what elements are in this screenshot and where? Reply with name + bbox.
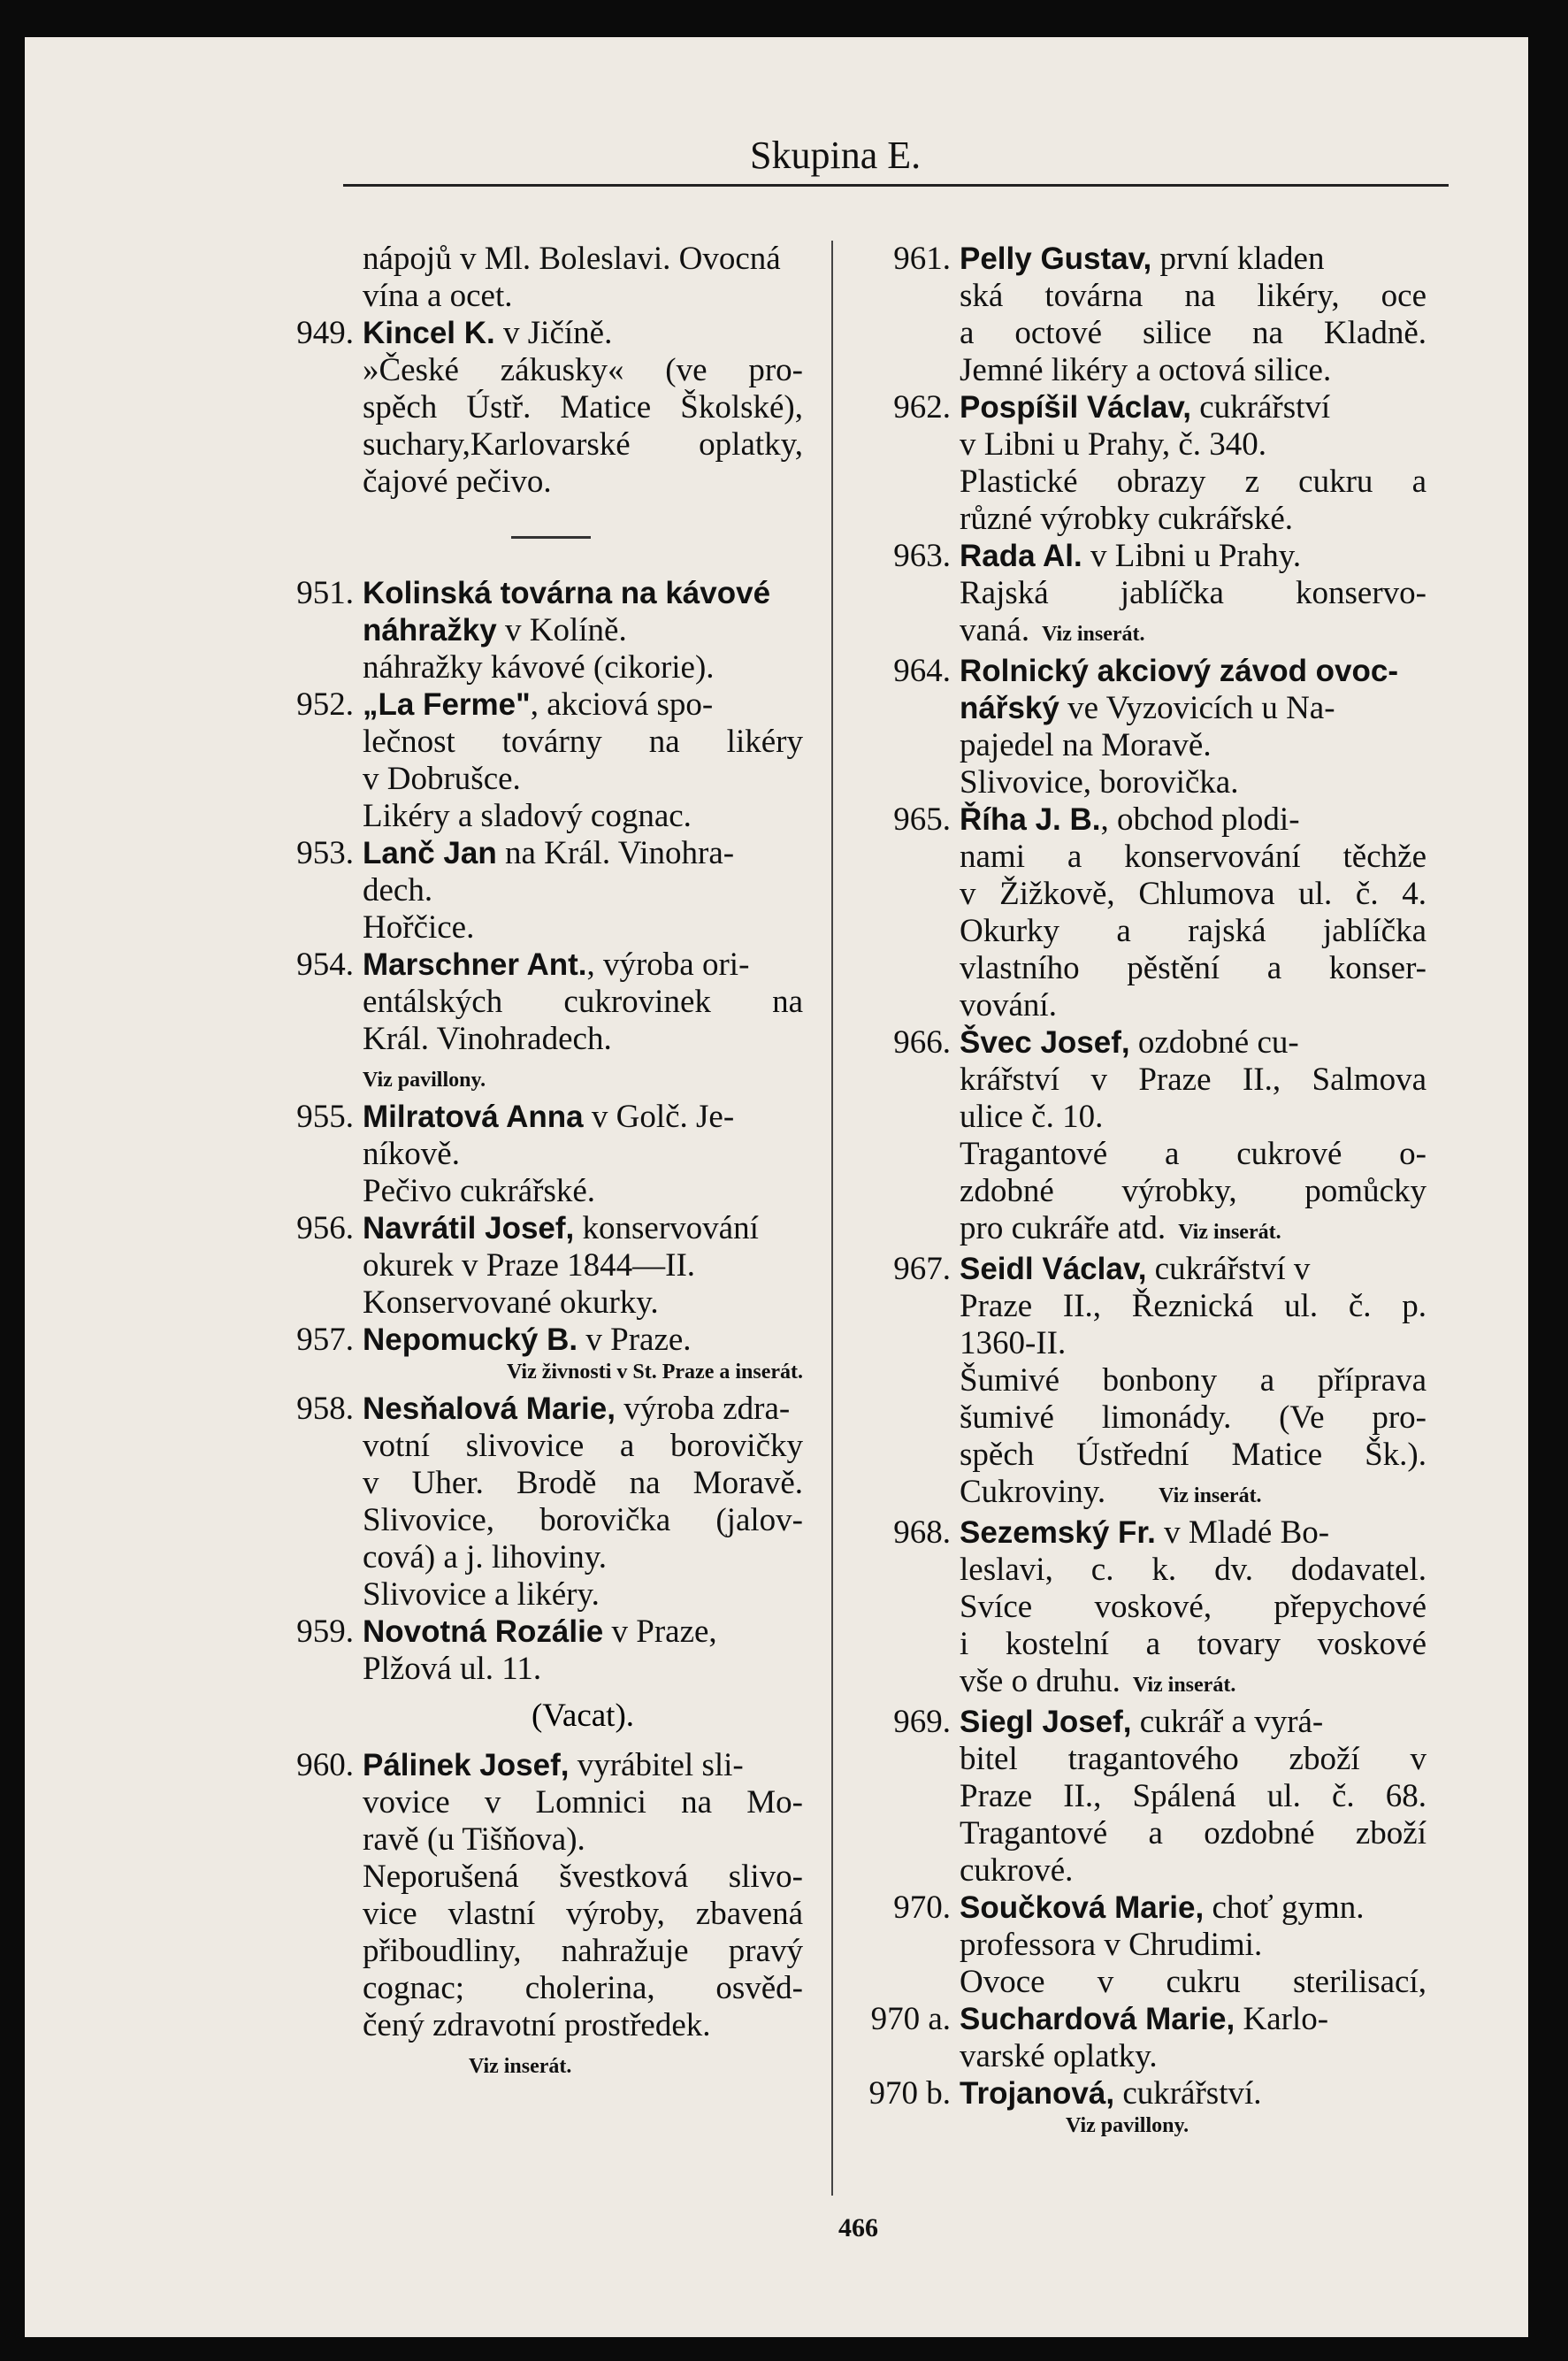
entry-964: 964. Rolnický akciový závod ovoc-nářský ve Vyzovicích u Na- pajedel na Moravě. Slivovice, borovička.: [893, 653, 1399, 801]
entry-957: 957. Nepomucký B. v Praze. Viz živnosti v St. Praze a inserát.: [264, 1322, 803, 1391]
entry-953: 953. Lanč Jan na Král. Vinohra- dech. Hořčice.: [296, 835, 735, 946]
continuation-text: nápojů v Ml. Boleslavi. Ovocná vína a ocet.: [363, 241, 781, 314]
entry-name: Suchardová Marie,: [960, 2002, 1235, 2036]
entry-969: 969. Siegl Josef, cukrář a vyrá- bitel tragantového zboží v Praze II., Spálená ul. č. 68. Tragantové a ozdobné zboží cukrové.: [893, 1704, 1426, 1889]
vacat-note: (Vacat).: [531, 1698, 635, 1734]
entry-name: Seidl Václav,: [960, 1252, 1147, 1286]
entry-959: 959. Novotná Rozálie v Praze, Plžová ul. 11.: [296, 1614, 717, 1687]
page-number: 466: [838, 2213, 878, 2242]
entry-962: 962. Pospíšil Václav, cukrářství v Libni u Prahy, č. 340. Plastické obrazy z cukru a různé výrobky cukrářské.: [893, 389, 1426, 537]
entry-963: 963. Rada Al. v Libni u Prahy. Rajská jablíčka konservo- vaná. Viz inserát.: [893, 538, 1426, 648]
reference-note: Viz inserát.: [1132, 1674, 1236, 1697]
entry-955: 955. Milratová Anna v Golč. Je- níkově. Pečivo cukrářské.: [296, 1099, 735, 1209]
entry-960: 960. Pálinek Josef, vyrábitel sli- vovice v Lomnici na Mo- ravě (u Tišňova). Neporušená švestková slivo- vice vlastní výroby, zbavená přiboudliny, nahražuje pravý cognac; cholerina, osvěd- čený zdravotní prostředek. Viz inserát.: [296, 1747, 803, 2078]
entry-970a: 970 a. Suchardová Marie, Karlo- varské oplatky.: [870, 2001, 1329, 2074]
entry-965: 965. Říha J. B., obchod plodi- nami a konservování těchže v Žižkově, Chlumova ul. č. 4. Okurky a rajská jablíčka vlastního pěstění a konser- vování.: [893, 801, 1426, 1023]
reference-note: Viz pavillony.: [1066, 2114, 1189, 2137]
entry-name: Rolnický akciový závod ovoc-nářský: [960, 654, 1399, 725]
header-title: Skupina E.: [750, 134, 922, 177]
entry-name: Pálinek Josef,: [363, 1748, 570, 1782]
entry-name: Lanč Jan: [363, 836, 497, 870]
entry-name: Navrátil Josef,: [363, 1211, 575, 1246]
entry-name: „La Ferme": [363, 687, 531, 722]
entry-967: 967. Seidl Václav, cukrářství v Praze II., Řeznická ul. č. p. 1360-II. Šumivé bonbony a příprava šumivé limonády. (Ve pro- spěch Ústřední Matice Šk.). Cukroviny. Viz inserát.: [893, 1251, 1426, 1510]
entry-name: Sezemský Fr.: [960, 1515, 1156, 1550]
entry-956: 956. Navrátil Josef, konservování okurek v Praze 1844—II. Konservované okurky.: [296, 1210, 759, 1321]
header-rule: [343, 184, 1449, 187]
reference-note: Viz inserát.: [1042, 623, 1145, 646]
right-column: [860, 241, 1426, 2144]
entry-970: 970. Součková Marie, choť gymn. professora v Chrudimi. Ovoce v cukru sterilisací,: [893, 1890, 1426, 2000]
entry-name: Nepomucký B.: [363, 1322, 578, 1357]
entry-name: Kincel K.: [363, 316, 495, 350]
reference-note: Viz živnosti v St. Praze a inserát.: [506, 1361, 803, 1384]
entry-name: Švec Josef,: [960, 1025, 1130, 1060]
entry-961: 961. Pelly Gustav, první kladen ská továrna na likéry, oce a octové silice na Kladně. Jemné likéry a octová silice.: [893, 241, 1426, 388]
entry-name: Součková Marie,: [960, 1890, 1205, 1925]
page: [25, 37, 1528, 2337]
reference-note: Viz inserát.: [1178, 1221, 1281, 1244]
entry-name: Novotná Rozálie: [363, 1614, 604, 1649]
entry-954: 954. Marschner Ant., výroba ori- entálských cukrovinek na Král. Vinohradech. Viz pavillony.: [296, 947, 803, 1092]
section-separator: [264, 501, 803, 575]
entry-name: Kolinská továrna na kávové náhražky: [363, 576, 771, 648]
entry-951: 951. Kolinská továrna na kávové náhražky v Kolíně. náhražky kávové (cikorie).: [296, 575, 771, 686]
left-column: [264, 241, 803, 2085]
entry-name: Rada Al.: [960, 539, 1082, 573]
entry-name: Pelly Gustav,: [960, 241, 1152, 276]
entry-968: 968. Sezemský Fr. v Mladé Bo- leslavi, c. k. dv. dodavatel. Svíce voskové, přepychové i kostelní a tovary voskové vše o druhu. Viz inserát.: [893, 1514, 1426, 1699]
entry-name: Milratová Anna: [363, 1100, 584, 1134]
entry-966: 966. Švec Josef, ozdobné cu- krářství v Praze II., Salmova ulice č. 10. Tragantové a cukrové o- zdobné výrobky, pomůcky pro cukráře atd. Viz inserát.: [893, 1024, 1426, 1246]
entry-name: Marschner Ant.: [363, 947, 587, 982]
column-divider: [831, 241, 833, 2196]
entry-949: 949. Kincel K. v Jičíně. »České zákusky« (ve pro- spěch Ústř. Matice Školské), suchary,Karlovarské oplatky, čajové pečivo.: [296, 315, 803, 500]
entry-970b: 970 b. Trojanová, cukrářství. Viz pavillony.: [860, 2075, 1426, 2144]
entry-958: 958. Nesňalová Marie, výroba zdra- votní slivovice a borovičky v Uher. Brodě na Moravě. Slivovice, borovička (jalov- cová) a j. lihoviny. Slivovice a likéry.: [296, 1391, 803, 1613]
entry-name: Nesňalová Marie,: [363, 1391, 616, 1426]
entry-952: 952. „La Ferme", akciová spo- lečnost továrny na likéry v Dobrušce. Likéry a sladový cognac.: [296, 686, 803, 834]
reference-note: Viz pavillony.: [363, 1069, 486, 1092]
entry-name: Říha J. B.: [960, 802, 1101, 837]
reference-note: Viz inserát.: [1159, 1484, 1262, 1507]
reference-note: Viz inserát.: [469, 2055, 572, 2078]
entry-name: Trojanová,: [960, 2076, 1115, 2111]
entry-name: Pospíšil Václav,: [960, 390, 1191, 425]
entry-name: Siegl Josef,: [960, 1705, 1132, 1739]
